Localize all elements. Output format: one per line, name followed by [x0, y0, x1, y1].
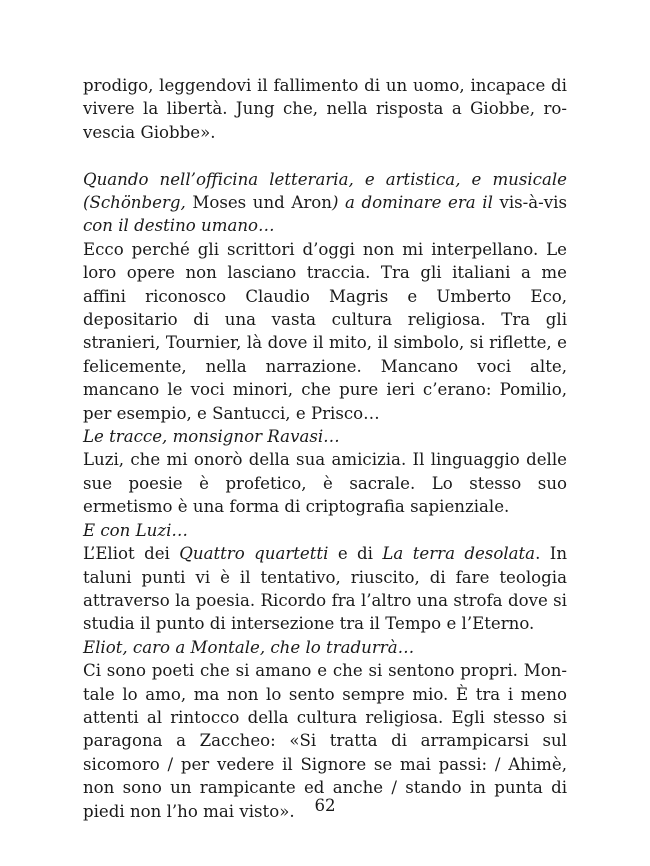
answer-scrittori: Ecco perché gli scrittori d’oggi non mi interpellano. Le loro opere non lasciano traccia. Tra gli italiani a me affini riconosco Claudio Magris e Umberto Eco, depositario di una vasta cultura religiosa. Tra gli stranieri, Tournier, là dove il mito, il simbolo, si riflette, e felicemente, nella narrazione. Mancano voci alte, mancano le voci minori, che pure ieri c’erano: Pomilio, per esempio, e Santucci, e Prisco…	[83, 239, 567, 423]
page-body	[83, 74, 567, 823]
page-number: 62	[314, 796, 336, 815]
answer-luzi: Luzi, che mi onorò della sua amicizia. Il linguaggio delle sue poesie è profetico, è sacrale. Lo stesso suo ermetismo è una forma di criptografia sapienziale.	[83, 450, 567, 517]
work-title: La terra desolata	[382, 544, 536, 564]
question-text: Quando nell’officina letteraria, e artistica, e musicale (Schönberg,	[83, 169, 567, 213]
work-title: Moses und Aron	[192, 193, 332, 213]
paragraph-gap	[83, 144, 567, 167]
question-luzi: E con Luzi…	[83, 520, 188, 540]
question-text: ) a dominare era il	[331, 193, 500, 213]
paragraph-intro: prodigo, leggendovi il fallimento di un uomo, incapace di vivere la libertà. Jung che, nella risposta a Giobbe, rovescia Giobbe».	[83, 76, 567, 142]
answer-eliot	[83, 542, 567, 636]
answer-text: e di	[328, 544, 383, 564]
work-title: Quattro quartetti	[179, 544, 329, 564]
foreign-term: vis-à-vis	[499, 193, 567, 213]
question-tracce: Le tracce, monsignor Ravasi…	[83, 427, 340, 447]
question-officina	[83, 168, 567, 238]
answer-text: L’Eliot dei	[83, 544, 180, 564]
question-eliot: Eliot, caro a Montale, che lo tradurrà…	[83, 637, 415, 657]
answer-text: . In taluni punti vi è il tentativo, riuscito, di fare teologia attraverso la poesia. Ricordo fra l’altro una strofa dove si studia il punto di intersezione tra il Tempo e l’Eterno.	[83, 544, 568, 634]
question-text: con il destino umano…	[83, 216, 275, 236]
answer-montale: Ci sono poeti che si amano e che si sentono propri. Montale lo amo, ma non lo sento sempre mio. È tra i meno attenti al rintocco della cultura religiosa. Egli stesso si paragona a Zaccheo: «Si tratta di arrampicarsi sul sicomoro / per vedere il Signore se mai passi: / Ahimè, non sono un rampicante ed anche / stando in punta di piedi non l’ho mai visto».	[83, 661, 567, 821]
